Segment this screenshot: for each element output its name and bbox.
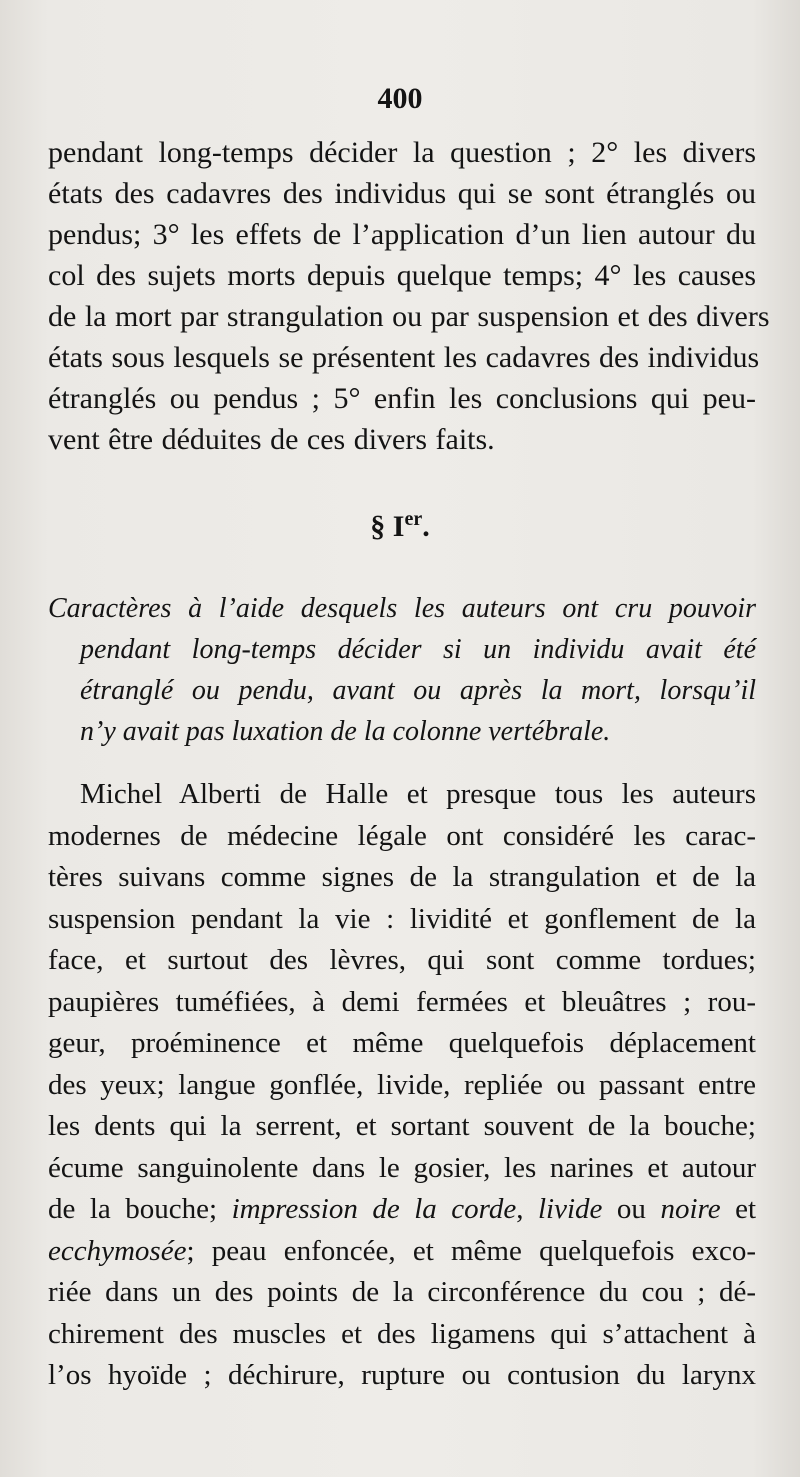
section-mark-superscript: er [404, 508, 423, 530]
text-run: ou [602, 1193, 661, 1225]
text-line: pendus; 3° les effets de l’application d’un lien autour du [48, 218, 756, 251]
italic-run: impression de la corde [231, 1193, 517, 1225]
text-line: Michel Alberti de Halle et presque tous les auteurs [80, 778, 756, 810]
italic-run: ecchymosée [48, 1234, 187, 1267]
text-line: chirement des muscles et des ligamens qui s’attachent à [48, 1317, 756, 1350]
page-number: 400 [377, 82, 423, 115]
section-title [48, 588, 756, 752]
title-line: n’y avait pas luxation de la colonne vertébrale. [80, 716, 611, 747]
text-line: pendant long-temps décider la question ; 2° les divers [48, 136, 756, 169]
italic-run: livide [538, 1193, 603, 1225]
text-line: écume sanguinolente dans le gosier, les narines et autour [48, 1151, 756, 1184]
text-line: tères suivans comme signes de la strangulation et de la [48, 861, 756, 893]
text-line: face, et surtout des lèvres, qui sont comme tordues; [48, 944, 756, 976]
text-line: états des cadavres des individus qui se sont étranglés ou [48, 177, 756, 210]
text-line: vent être déduites de ces divers faits. [48, 423, 495, 456]
title-line: Caractères à l’aide desquels les auteurs ont cru pouvoir [48, 593, 756, 624]
text-line: modernes de médecine légale ont considéré les carac- [48, 819, 756, 852]
title-line: pendant long-temps décider si un individu avait été [80, 634, 756, 665]
title-line: étranglé ou pendu, avant ou après la mort, lorsqu’il [80, 675, 756, 706]
text-line: riée dans un des points de la circonférence du cou ; dé- [48, 1276, 756, 1308]
text-line: états sous lesquels se présentent les cadavres des individus [48, 341, 760, 374]
text-line: col des sujets morts depuis quelque temps; 4° les causes [48, 259, 756, 292]
text-line: l’os hyoïde ; déchirure, rupture ou contusion du larynx [48, 1359, 756, 1391]
text-line: les dents qui la serrent, et sortant souvent de la bouche; [48, 1110, 756, 1142]
text-line: des yeux; langue gonflée, livide, repliée ou passant entre [48, 1068, 756, 1101]
section-mark: § I [370, 510, 405, 543]
text-run: ; peau enfoncée, et même quelquefois exco- [186, 1234, 756, 1267]
text-line-mixed [48, 1231, 756, 1273]
text-run: , [516, 1193, 538, 1225]
paragraph-intro [48, 132, 770, 460]
text-line: suspension pendant la vie : lividité et gonflement de la [48, 902, 756, 935]
text-line: de la mort par strangulation ou par suspension et des divers [48, 300, 770, 333]
paragraph-main [48, 774, 756, 1397]
section-heading [0, 508, 800, 544]
text-line: geur, proéminence et même quelquefois déplacement [48, 1027, 756, 1059]
text-line-mixed [48, 1189, 756, 1231]
text-line: paupières tuméfiées, à demi fermées et bleuâtres ; rou- [48, 985, 756, 1018]
section-mark-end: . [422, 510, 430, 543]
text-line: étranglés ou pendus ; 5° enfin les conclusions qui peu- [48, 382, 756, 415]
italic-run: noire [660, 1193, 721, 1225]
text-run: de la bouche; [48, 1193, 232, 1225]
text-run: et [720, 1193, 757, 1225]
